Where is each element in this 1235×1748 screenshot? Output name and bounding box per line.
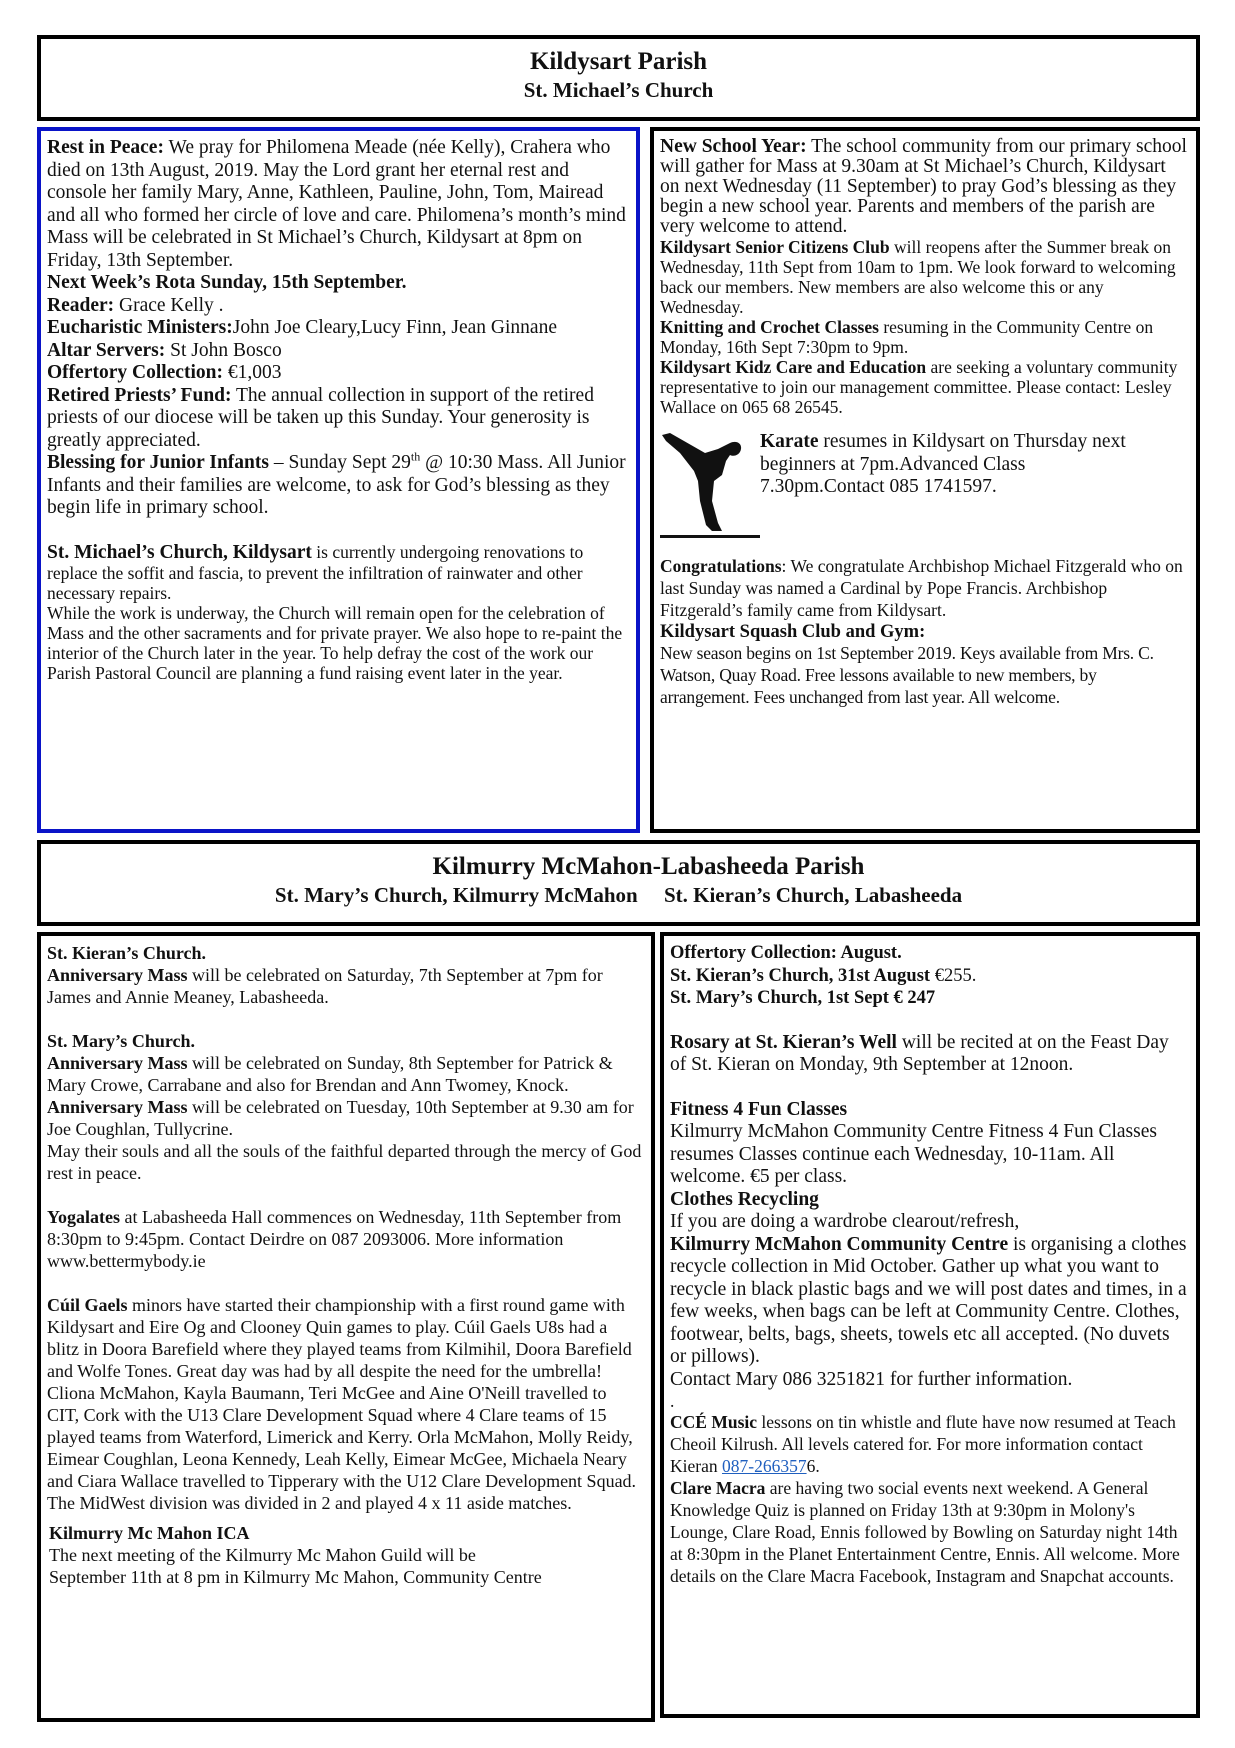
cce-phone-link[interactable]: 087-266357 bbox=[722, 1456, 807, 1476]
kilmurry-left-panel bbox=[37, 932, 655, 1722]
clothes-intro: If you are doing a wardrobe clearout/refresh, bbox=[670, 1211, 1020, 1232]
st-marys-heading: St. Mary’s Church. bbox=[47, 1031, 195, 1051]
clothes-notice: Kilmurry McMahon Community Centre is organising a clothes recycle collection in Mid October. Gather up what you want to recycle in black plastic bags and we will post dates and times, in a few weeks, when bags can be left at Community Centre. Clothes, footwear, belts, bags, sheets, towels etc all accepted. (No duvets or pillows). bbox=[670, 1233, 1187, 1367]
offertory-heading: Offertory Collection: August. bbox=[670, 943, 902, 963]
kidz-care-notice: Kildysart Kidz Care and Education are seeking a voluntary community representative to join our management committee. Please contact: Lesley Wallace on 065 68 26545. bbox=[660, 357, 1178, 417]
offertory-st-kierans: St. Kieran’s Church, 31st August €255. bbox=[670, 965, 977, 986]
parish-title: Kilmurry McMahon-Labasheeda Parish bbox=[432, 853, 865, 880]
squash-club-heading: Kildysart Squash Club and Gym: bbox=[660, 622, 926, 642]
ica-notice: The next meeting of the Kilmurry Mc Mahon Guild will be September 11th at 8 pm in Kilmurry Mc Mahon, Community Centre bbox=[49, 1545, 542, 1587]
separator-dot: . bbox=[670, 1391, 675, 1411]
rota-heading: Next Week’s Rota Sunday, 15th September. bbox=[47, 272, 407, 293]
church-subtitle: St. Mary’s Church, Kilmurry McMahon St. Kieran’s Church, Labasheeda bbox=[274, 883, 963, 907]
church-subtitle: St. Michael’s Church bbox=[523, 78, 714, 102]
prayer-text: May their souls and all the souls of the faithful departed through the mercy of God rest in peace. bbox=[47, 1141, 642, 1183]
offertory-collection: Offertory Collection: €1,003 bbox=[47, 362, 282, 383]
karate-kick-icon bbox=[660, 431, 760, 541]
yogalates-notice: Yogalates at Labasheeda Hall commences on Wednesday, 11th September from 8:30pm to 9:45pm. Contact Deirdre on 087 2093006. More information www.bettermybody.ie bbox=[47, 1207, 622, 1271]
kildysart-left-panel bbox=[37, 127, 640, 833]
st-marys-mass-1: Anniversary Mass will be celebrated on Sunday, 8th September for Patrick & Mary Crowe, Carrabane and also for Brendan and Ann Twomey, Knock. bbox=[47, 1053, 613, 1095]
offertory-st-marys: St. Mary’s Church, 1st Sept € 247 bbox=[670, 988, 936, 1008]
fitness-heading: Fitness 4 Fun Classes bbox=[670, 1098, 848, 1120]
new-school-year-notice: New School Year: The school community from our primary school will gather for Mass at 9.30am at St Michael’s Church, Kildysart on next Wednesday (11 September) to pray God’s blessing as they begin a new school year. Parents and members of the parish are very welcome to attend. bbox=[660, 136, 1187, 237]
kildysart-header bbox=[37, 35, 1200, 121]
karate-text: Karate resumes in Kildysart on Thursday next beginners at 7pm.Advanced Class 7.30pm.Contact 085 1741597. bbox=[760, 431, 1126, 497]
st-marys-mass-2: Anniversary Mass will be celebrated on Tuesday, 10th September at 9.30 am for Joe Coughlan, Tullycrine. bbox=[47, 1097, 634, 1139]
knitting-notice: Knitting and Crochet Classes resuming in the Community Centre on Monday, 16th Sept 7:30pm to 9pm. bbox=[660, 317, 1154, 357]
junior-infants-blessing: Blessing for Junior Infants – Sunday Sept 29th @ 10:30 Mass. All Junior Infants and their families are welcome, to ask for God’s blessing as they begin life in primary school. bbox=[47, 449, 626, 518]
st-kierans-mass: Anniversary Mass will be celebrated on Saturday, 7th September at 7pm for James and Annie Meaney, Labasheeda. bbox=[47, 965, 603, 1007]
cce-music-notice: CCÉ Music lessons on tin whistle and flute have now resumed at Teach Cheoil Kilrush. All levels catered for. For more information contact Kieran 087-2663576. bbox=[670, 1412, 1176, 1476]
rest-in-peace-notice: Rest in Peace: We pray for Philomena Meade (née Kelly), Crahera who died on 13th August, 2019. May the Lord grant her eternal rest and console her family Mary, Anne, Kathleen, Pauline, John, Tom, Mairead and all who formed her circle of love and care. Philomena’s month’s mind Mass will be celebrated in St Michael’s Church, Kildysart at 8pm on Friday, 13th September. bbox=[47, 137, 626, 271]
fitness-notice: Kilmurry McMahon Community Centre Fitness 4 Fun Classes resumes Classes continue each Wednesday, 10-11am. All welcome. €5 per class. bbox=[670, 1121, 1157, 1187]
kildysart-right-panel bbox=[650, 127, 1200, 833]
ica-heading: Kilmurry Mc Mahon ICA bbox=[49, 1523, 250, 1543]
st-kierans-heading: St. Kieran’s Church. bbox=[47, 943, 207, 963]
renovation-notice: St. Michael’s Church, Kildysart is currently undergoing renovations to replace the soffit and fascia, to prevent the infiltration of rainwater and other necessary repairs. bbox=[47, 541, 584, 603]
congratulations-notice: Congratulations: We congratulate Archbishop Michael Fitzgerald who on last Sunday was named a Cardinal by Pope Francis. Archbishop Fitzgerald’s family came from Kildysart. bbox=[660, 556, 1183, 620]
senior-citizens-notice: Kildysart Senior Citizens Club will reopens after the Summer break on Wednesday, 11th Sept from 10am to 1pm. We look forward to welcoming back our members. New members are also welcome this or any Wednesday. bbox=[660, 237, 1176, 317]
clothes-heading: Clothes Recycling bbox=[670, 1188, 819, 1210]
rota-reader: Reader: Grace Kelly . bbox=[47, 294, 224, 316]
squash-club-notice: New season begins on 1st September 2019. Keys available from Mrs. C. Watson, Quay Road. Free lessons available to new members, by arrangement. Fees unchanged from last year. All welcome. bbox=[660, 643, 1154, 707]
clare-macra-notice: Clare Macra are having two social events next weekend. A General Knowledge Quiz is planned on Friday 13th at 9:30pm in Molony's Lounge, Clare Road, Ennis followed by Bowling on Saturday night 14th at 8:30pm in the Planet Entertainment Centre, Ennis. All welcome. More details on the Clare Macra Facebook, Instagram and Snapchat accounts. bbox=[670, 1478, 1180, 1586]
clothes-contact: Contact Mary 086 3251821 for further information. bbox=[670, 1368, 1073, 1390]
kilmurry-header bbox=[37, 840, 1200, 926]
rota-ministers: Eucharistic Ministers:John Joe Cleary,Lucy Finn, Jean Ginnane bbox=[47, 317, 557, 338]
parish-title: Kildysart Parish bbox=[529, 48, 708, 75]
rota-altar-servers: Altar Servers: St John Bosco bbox=[47, 339, 282, 361]
cuil-gaels-notice: Cúil Gaels minors have started their championship with a first round game with Kildysart and Eire Og and Clooney Quin games to play. Cúil Gaels U8s had a blitz in Doora Barefield where they played teams from Kilmihil, Doora Barefield and Wolfe Tones. Great day was had by all despite the need for the umbrella! Cliona McMahon, Kayla Baumann, Teri McGee and Aine O'Neill travelled to CIT, Cork with the U13 Clare Development Squad where 4 Clare teams of 15 played teams from Waterford, Limerick and Kerry. Orla McMahon, Molly Reidy, Eimear Coughlan, Leona Kennedy, Leah Kelly, Eimear McGee, Michaela Neary and Ciara Wallace travelled to Tipperary with the U12 Clare Development Squad. The MidWest division was divided in 2 and played 4 x 11 aside matches. bbox=[47, 1295, 637, 1513]
kilmurry-right-panel bbox=[660, 932, 1200, 1718]
rosary-notice: Rosary at St. Kieran’s Well will be recited at on the Feast Day of St. Kieran on Monday, 9th September at 12noon. bbox=[670, 1031, 1169, 1075]
renovation-details: While the work is underway, the Church will remain open for the celebration of Mass and the other sacraments and for private prayer. We also hope to re-paint the interior of the Church later in the year. To help defray the cost of the work our Parish Pastoral Council are planning a fund raising event later in the year. bbox=[47, 602, 623, 683]
retired-priests-fund: Retired Priests’ Fund: The annual collection in support of the retired priests of our diocese will be taken up this Sunday. Your generosity is greatly appreciated. bbox=[47, 384, 594, 451]
karate-notice bbox=[660, 431, 1188, 541]
